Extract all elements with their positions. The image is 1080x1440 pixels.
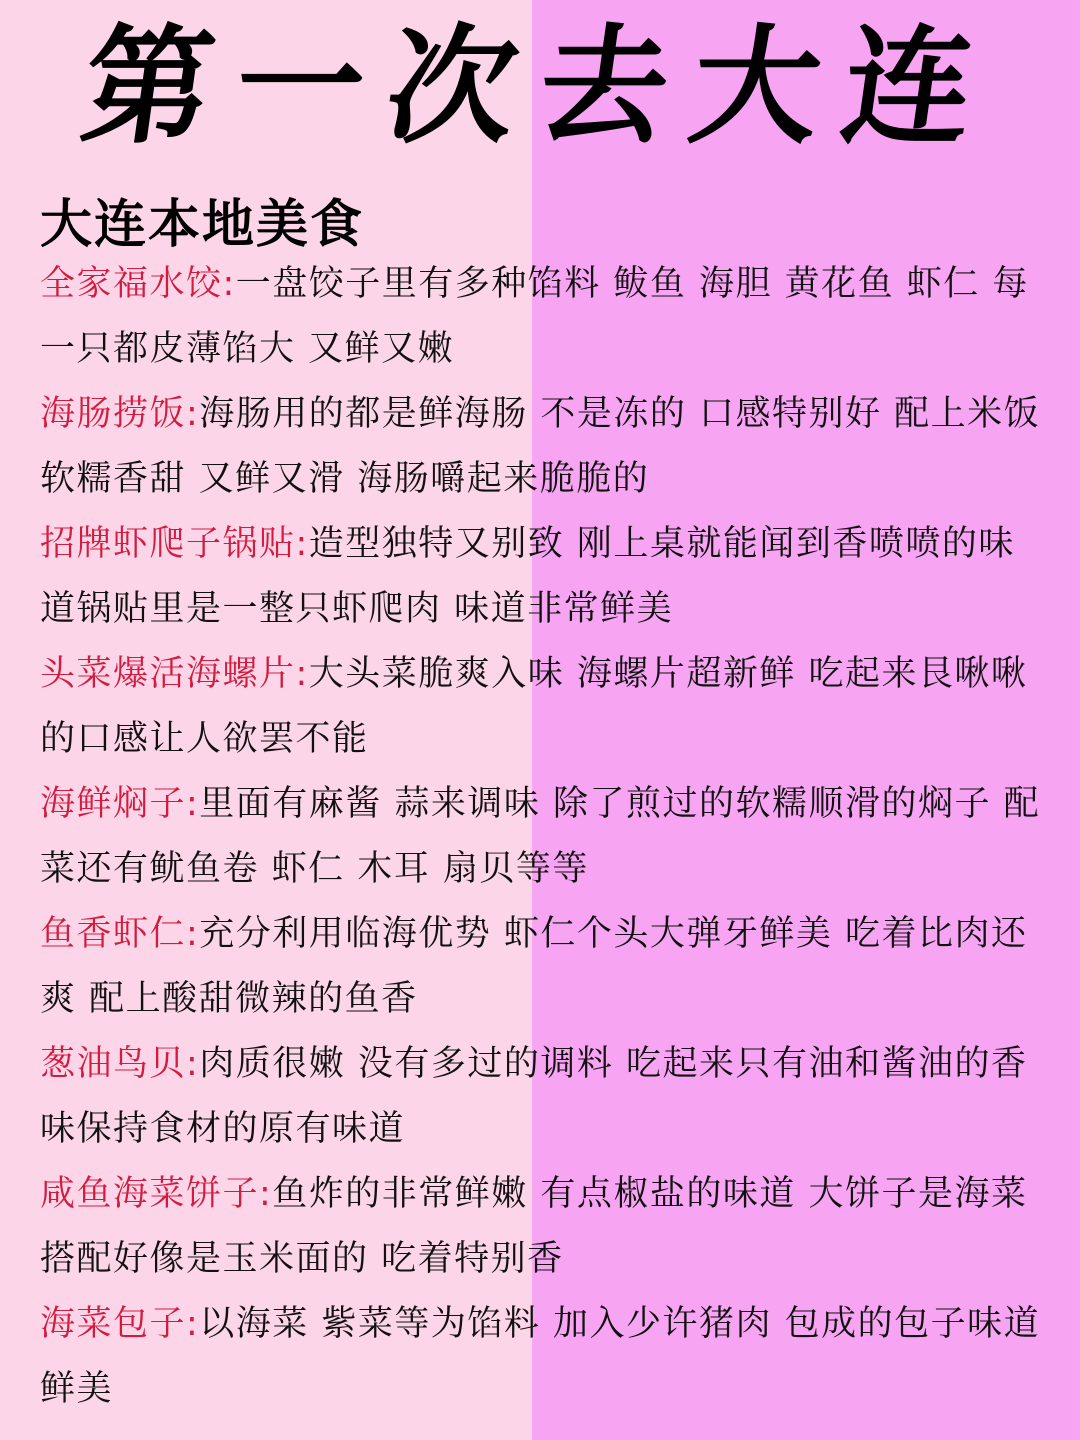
food-item [40, 1292, 1045, 1422]
food-description: 海肠用的都是鲜海肠 不是冻的 口感特别好 配上米饭软糯香甜 又鲜又滑 海肠嚼起来脆脆的 [40, 394, 1041, 499]
food-item [40, 902, 1045, 1032]
food-item [40, 512, 1045, 642]
food-description: 造型独特又别致 刚上桌就能闻到香喷喷的味道锅贴里是一整只虾爬肉 味道非常鲜美 [40, 524, 1015, 629]
food-name: 全家福水饺: [40, 264, 236, 304]
food-description: 一盘饺子里有多种馅料 鲅鱼 海胆 黄花鱼 虾仁 每一只都皮薄馅大 又鲜又嫩 [40, 264, 1029, 369]
food-name: 咸鱼海菜饼子: [40, 1174, 273, 1214]
food-name: 招牌虾爬子锅贴: [40, 524, 309, 564]
section-heading: 大连本地美食 [40, 195, 365, 255]
food-name: 海菜包子: [40, 1304, 200, 1344]
food-item [40, 772, 1045, 902]
food-name: 海肠捞饭: [40, 394, 200, 434]
food-name: 鱼香虾仁: [40, 914, 200, 954]
food-description: 里面有麻酱 蒜来调味 除了煎过的软糯顺滑的焖子 配菜还有鱿鱼卷 虾仁 木耳 扇贝等等 [40, 784, 1041, 889]
food-item [40, 1032, 1045, 1162]
food-description: 以海菜 紫菜等为馅料 加入少许猪肉 包成的包子味道鲜美 [40, 1304, 1041, 1409]
food-name: 头菜爆活海螺片: [40, 654, 309, 694]
page-title: 第一次去大连 [73, 12, 1007, 162]
food-description: 肉质很嫩 没有多过的调料 吃起来只有油和酱油的香味保持食材的原有味道 [40, 1044, 1028, 1149]
food-name: 葱油鸟贝: [40, 1044, 200, 1084]
food-item [40, 252, 1045, 382]
food-item [40, 642, 1045, 772]
food-item [40, 382, 1045, 512]
food-list [40, 252, 1045, 1422]
food-name: 海鲜焖子: [40, 784, 200, 824]
food-description: 充分利用临海优势 虾仁个头大弹牙鲜美 吃着比肉还爽 配上酸甜微辣的鱼香 [40, 914, 1028, 1019]
food-description: 鱼炸的非常鲜嫩 有点椒盐的味道 大饼子是海菜搭配好像是玉米面的 吃着特别香 [40, 1174, 1028, 1279]
food-item [40, 1162, 1045, 1292]
food-description: 大头菜脆爽入味 海螺片超新鲜 吃起来艮啾啾的口感让人欲罢不能 [40, 654, 1028, 759]
